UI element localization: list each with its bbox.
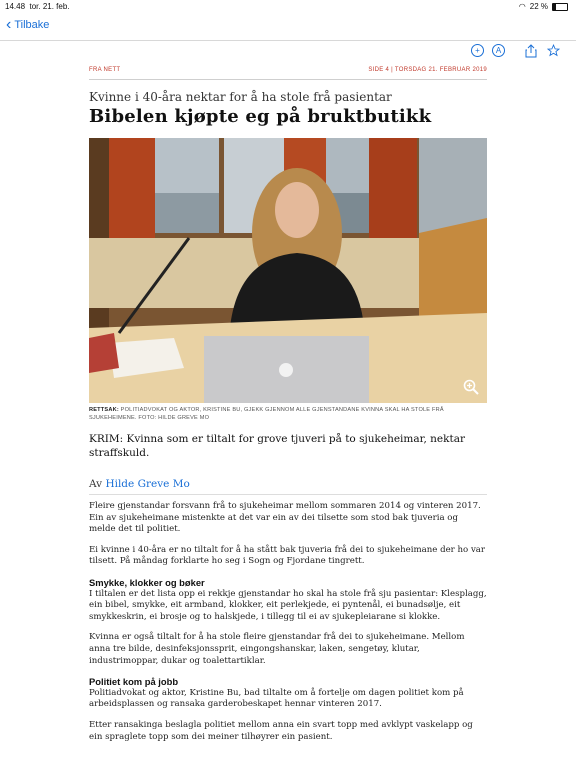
status-bar [0,0,576,14]
wifi-icon: ◠ [518,2,526,11]
share-icon[interactable] [524,44,538,58]
paragraph-1: Fleire gjenstandar forsvann frå to sjukeheimar mellom sommaren 2014 og vinteren 2017. Ein av sjukeheimane mistenkte at det var ein av dei tilsette som stod bak tjuveria og melde det til politiet. [89,501,481,535]
author-link[interactable]: Hilde Greve Mo [105,478,190,490]
byline-prefix: Av [89,478,103,490]
battery-percent: 22 % [529,2,548,11]
subheading-2: Politiet kom på jobb [89,676,179,688]
article-body [89,501,487,752]
courtroom-photo [89,138,487,403]
paragraph-5: Politiadvokat og aktor, Kristine Bu, bad tiltalte om å fortelje om dagen politiet kom på arbeidsplassen og ransaka garderobeskapet hennar vinteren 2017. [89,687,464,710]
reader-toolbar [0,40,576,62]
status-time-date [5,2,70,11]
paragraph-6: Etter ransakinga beslagla politiet mellom anna ein svart topp med avklypt vaskelapp og ein spraglete topp som dei meiner tilhøyrer ein pasient. [89,719,473,742]
paragraph-4: Kvinna er også tiltalt for å ha stole fleire gjenstandar frå dei to sjukeheimane. Mellom anna tre bilde, desinfeksjonssprit, eingongshanskar, laken, sengetøy, klutar, industrimoppar, dukar og toalettartiklar. [89,632,465,666]
status-date: tor. 21. feb. [29,2,70,11]
zoom-in-icon[interactable]: + [471,44,484,57]
photo-caption [89,406,487,422]
caption-text: POLITIADVOKAT OG AKTOR, KRISTINE BU, GJEKK GJENNOM ALLE GJENSTANDANE KVINNA SKAL HA STOLE FRÅ SJUKEHEIMENE. FOTO: HILDE GREVE MO [89,407,444,421]
subheading-1: Smykke, klokker og bøker [89,576,205,588]
article-headline: Bibelen kjøpte eg på bruktbutikk [89,106,432,127]
paragraph-3: I tiltalen er det lista opp ei rekkje gjenstandar ho skal ha stole frå sju pasientar: Klesplagg, ein bibel, smykke, eit armband, klokker, eit perlekjede, ei pyntenål, ei bunadsølje, eit smykkeskrin, ei brosje og to halskjede, i tillegg til ei av sjukepleiarane si klokke. [89,588,487,622]
article-photo[interactable] [89,138,487,403]
nav-bar [0,14,576,41]
status-time: 14.48 [5,2,26,11]
status-right [519,2,568,11]
page-meta [89,67,487,80]
caption-label: RETTSAK: [89,407,119,413]
text-size-icon[interactable]: A [492,44,505,57]
byline [89,478,487,495]
battery-icon [552,3,568,11]
article-kicker: Kvinne i 40-åra nektar for å ha stole frå pasientar [89,90,392,104]
page-date: SIDE 4 | TORSDAG 21. FEBRUAR 2019 [368,67,487,73]
back-label: Tilbake [14,19,50,31]
photo-zoom-icon[interactable] [463,379,479,395]
paragraph-2: Ei kvinne i 40-åra er no tiltalt for å ha stått bak tjuveria frå dei to sjukeheimane der ho var tilsett. På måndag forklarte ho seg i Sogn og Fjordane tingrett. [89,544,486,567]
chevron-left-icon: ‹ [6,16,12,33]
article-ingress: KRIM: Kvinna som er tiltalt for grove tjuveri på to sjukeheimar, nektar straffskuld. [89,433,466,459]
section-label: FRA NETT [89,67,121,73]
star-icon[interactable] [546,44,560,58]
back-button[interactable] [6,18,49,32]
